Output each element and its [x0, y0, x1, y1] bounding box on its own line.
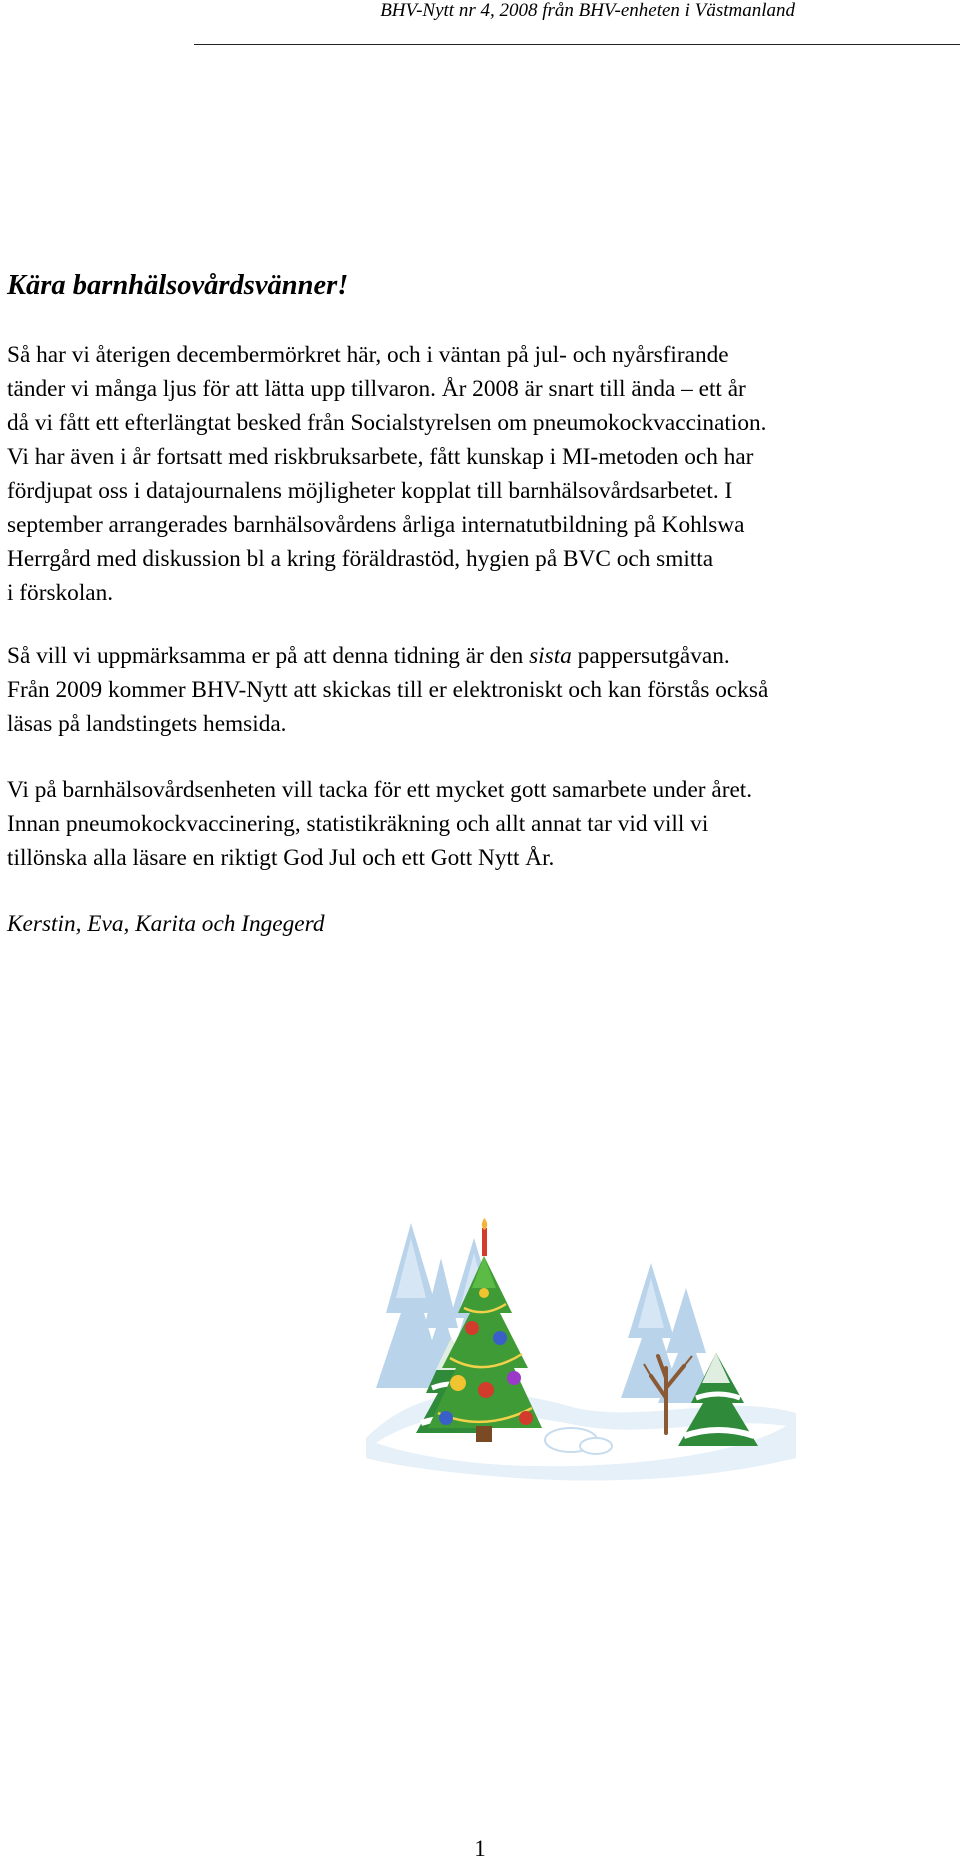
- text-line: Från 2009 kommer BHV-Nytt att skickas till er elektroniskt och kan förstås också: [7, 677, 769, 703]
- text-segment: pappersutgåvan.: [571, 643, 730, 669]
- header-rule: [194, 44, 960, 45]
- text-line: Herrgård med diskussion bl a kring föräldrastöd, hygien på BVC och smitta: [7, 546, 714, 572]
- page-number: 1: [474, 1836, 486, 1861]
- text-line: då vi fått ett efterlängtat besked från Socialstyrelsen om pneumokockvaccination.: [7, 410, 767, 436]
- text-line: tänder vi många ljus för att lätta upp tillvaron. År 2008 är snart till ända – ett år: [7, 376, 746, 402]
- page-header: [0, 0, 960, 46]
- text-line: Vi har även i år fortsatt med riskbruksarbete, fått kunskap i MI-metoden och har: [7, 444, 754, 470]
- text-line: [7, 639, 768, 673]
- greeting-heading: Kära barnhälsovårdsvänner!: [7, 270, 349, 301]
- signature: Kerstin, Eva, Karita och Ingegerd: [7, 911, 325, 937]
- text-line: september arrangerades barnhälsovårdens årliga internatutbildning på Kohlswa: [7, 512, 745, 538]
- text-line: tillönska alla läsare en riktigt God Jul och ett Gott Nytt År.: [7, 845, 555, 871]
- paragraph-last-paper-edition: [7, 639, 768, 741]
- emphasis-word: sista: [529, 643, 572, 669]
- text-line: fördjupat oss i datajournalens möjligheter kopplat till barnhälsovårdsarbetet. I: [7, 478, 733, 504]
- paragraph-intro: [7, 338, 766, 610]
- text-line: Vi på barnhälsovårdsenheten vill tacka för ett mycket gott samarbete under året.: [7, 777, 753, 803]
- header-title: BHV-Nytt nr 4, 2008 från BHV-enheten i Västmanland: [380, 0, 795, 21]
- paragraph-thanks: [7, 773, 752, 875]
- text-line: Innan pneumokockvaccinering, statistikräkning och allt annat tar vid vill vi: [7, 811, 709, 837]
- text-line: i förskolan.: [7, 580, 114, 606]
- text-line: läsas på landstingets hemsida.: [7, 711, 287, 737]
- text-segment: Så vill vi uppmärksamma er på att denna tidning är den: [7, 643, 530, 669]
- christmas-tree-winter-scene-icon: [366, 1218, 796, 1484]
- text-line: Så har vi återigen decembermörkret här, och i väntan på jul- och nyårsfirande: [7, 342, 729, 368]
